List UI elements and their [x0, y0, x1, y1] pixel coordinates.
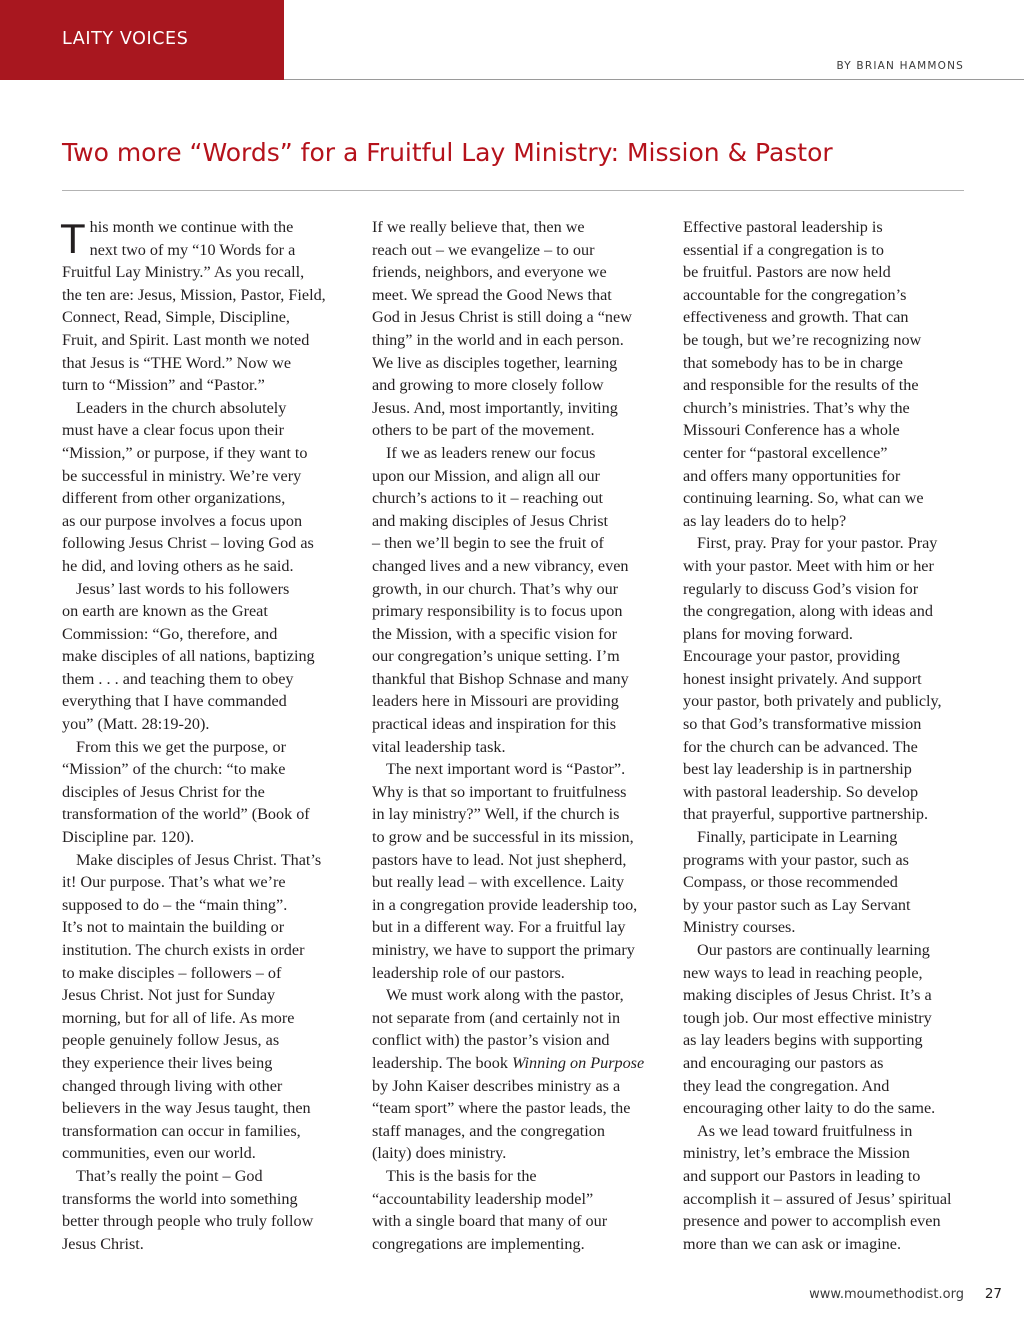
- article-column-2: [372, 216, 662, 1255]
- section-tab: [0, 0, 284, 80]
- article-paragraph: If we as leaders renew our focus upon our Mission, and align all our church’s actions to it – reaching out and making disciples of Jesus Christ – then we’ll begin to see the fruit of changed lives and a new vibrancy, even growth, in our church. That’s why our primary responsibility is to focus upon the Mission, with a specific vision for our congregation’s unique setting. I’m thankful that Bishop Schnase and many leaders here in Missouri are providing practical ideas and inspiration for this vital leadership task.: [372, 443, 629, 756]
- section-label: LAITY VOICES: [62, 29, 189, 49]
- header-rule: [284, 79, 1024, 80]
- article-paragraph: Jesus’ last words to his followers on earth are known as the Great Commission: “Go, therefore, and make disciples of all nations, baptizing them . . . and teaching them to obey everything that I have commanded you” (Matt. 28:19-20).: [62, 579, 315, 734]
- article-title: Two more “Words” for a Fruitful Lay Ministry: Mission & Pastor: [62, 138, 833, 167]
- article-paragraph: First, pray. Pray for your pastor. Pray with your pastor. Meet with him or her regularly to discuss God’s vision for the congregation, along with ideas and plans for moving forward. Encourage your pastor, providing honest insight privately. And support your pastor, both privately and publicly, so that God’s transformative mission for the church can be advanced. The best lay leadership is in partnership with pastoral leadership. So develop that prayerful, supportive partnership.: [683, 534, 942, 824]
- article-paragraph: This month we continue with the next two of my “10 Words for a Fruitful Lay Ministry.” As you recall, the ten are: Jesus, Mission, Pastor, Field, Connect, Read, Simple, Discipline, Fruit, and Spirit. Last month we noted that Jesus is “THE Word.” Now we turn to “Mission” and “Pastor.”: [60, 215, 326, 395]
- page-number: 27: [984, 1286, 1002, 1302]
- article-paragraph: Our pastors are continually learning new ways to lead in reaching people, making disciples of Jesus Christ. It’s a tough job. Our most effective ministry as lay leaders begins with supporting and encouraging our pastors as they lead the congregation. And encouraging other laity to do the same.: [683, 941, 936, 1118]
- article-paragraph: That’s really the point – God transforms the world into something better through people who truly follow Jesus Christ.: [62, 1166, 314, 1253]
- article-paragraph: As we lead toward fruitfulness in ministry, let’s embrace the Mission and support our Pastors in leading to accomplish it – assured of Jesus’ spiritual presence and power to accomplish even more than we can ask or imagine.: [683, 1121, 952, 1253]
- article-paragraph: The next important word is “Pastor”. Why is that so important to fruitfulness in lay ministry?” Well, if the church is to grow and be successful in its mission, pastors have to lead. Not just shepherd, but really lead – with excellence. Laity in a congregation provide leadership too, but in a different way. For a fruitful lay ministry, we have to support the primary leadership role of our pastors.: [372, 760, 638, 982]
- article-paragraph: We must work along with the pastor, not separate from (and certainly not in conflict with) the pastor’s vision and leadership. The book Winning on Purpose by John Kaiser describes ministry as a “team sport” where the pastor leads, the staff manages, and the congregation (laity) does ministry.: [372, 986, 645, 1163]
- article-paragraph: Finally, participate in Learning programs with your pastor, such as Compass, or those recommended by your pastor such as Lay Servant Ministry courses.: [683, 828, 911, 937]
- article-paragraph: From this we get the purpose, or “Mission” of the church: “to make disciples of Jesus Christ for the transformation of the world” (Book of Discipline par. 120).: [62, 737, 310, 847]
- article-paragraph: This is the basis for the “accountability leadership model” with a single board that many of our congregations are implementing.: [372, 1166, 608, 1253]
- article-paragraph: Make disciples of Jesus Christ. That’s it! Our purpose. That’s what we’re supposed to do – the “main thing”. It’s not to maintain the building or institution. The church exists in order to make disciples – followers – of Jesus Christ. Not just for Sunday morning, but for all of life. As more people genuinely follow Jesus, as they experience their lives being changed through living with other believers in the way Jesus taught, then transformation can occur in families, communities, even our world.: [62, 850, 322, 1163]
- title-divider: [62, 190, 964, 191]
- article-column-1: [62, 216, 352, 1255]
- byline: BY BRIAN HAMMONS: [836, 60, 964, 72]
- article-column-3: [683, 216, 973, 1255]
- article-paragraph: If we really believe that, then we reach out – we evangelize – to our friends, neighbors, and everyone we meet. We spread the Good News that God in Jesus Christ is still doing a “new thing” in the world and in each person. We live as disciples together, learning and growing to more closely follow Jesus. And, most importantly, inviting others to be part of the movement.: [372, 218, 632, 440]
- footer-website: www.moumethodist.org: [809, 1287, 964, 1302]
- article-paragraph: Effective pastoral leadership is essential if a congregation is to be fruitful. Pastors are now held accountable for the congregation’s effectiveness and growth. That can be tough, but we’re recognizing now that somebody has to be in charge and responsible for the results of the church’s ministries. That’s why the Missouri Conference has a whole center for “pastoral excellence” and offers many opportunities for continuing learning. So, what can we as lay leaders do to help?: [683, 218, 924, 530]
- drop-cap: T: [60, 215, 86, 262]
- article-paragraph: Leaders in the church absolutely must have a clear focus upon their “Mission,” or purpose, if they want to be successful in ministry. We’re very different from other organizations, as our purpose involves a focus upon following Jesus Christ – loving God as he did, and loving others as he said.: [62, 398, 314, 575]
